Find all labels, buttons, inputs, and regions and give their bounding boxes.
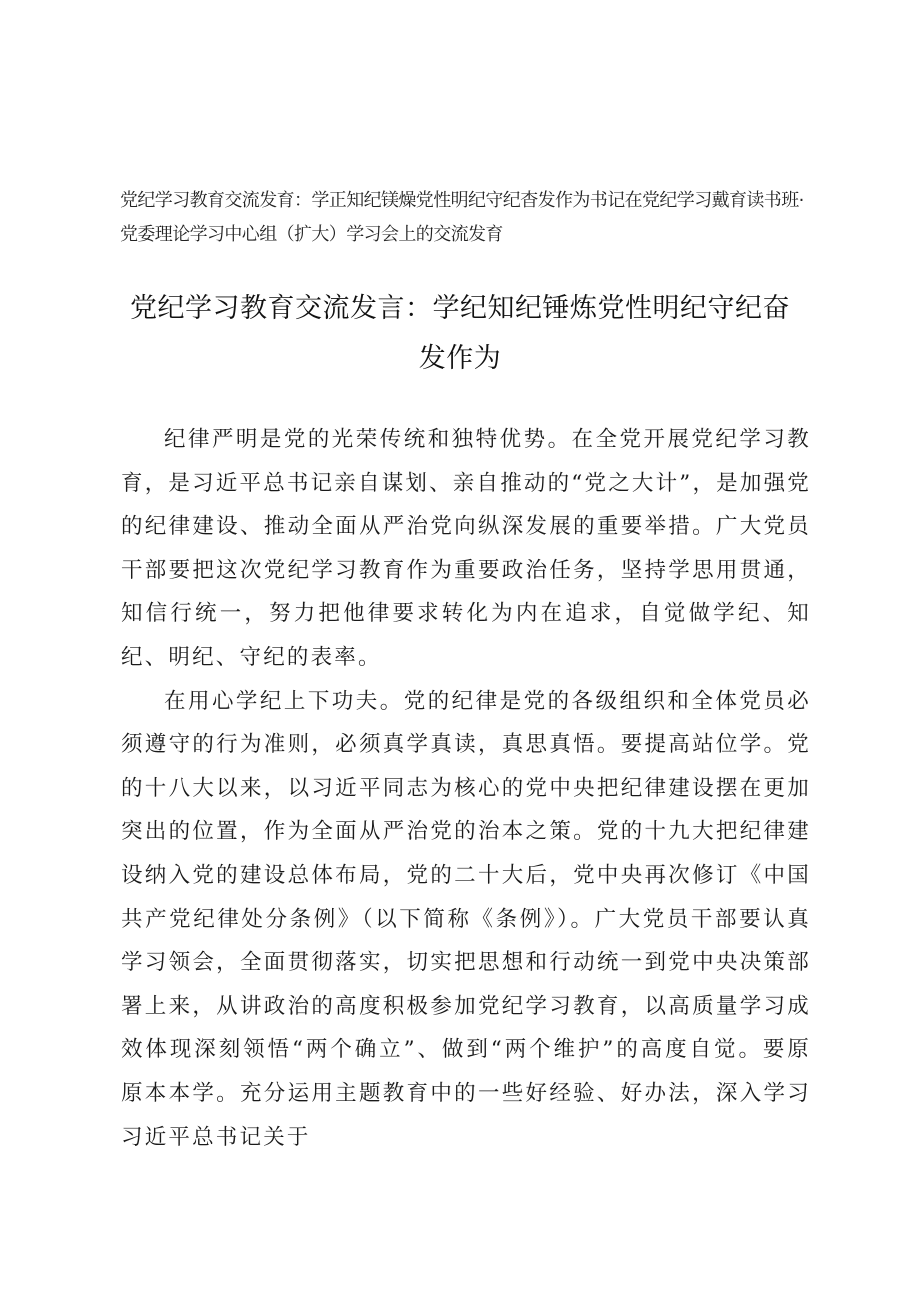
main-title-line-1: 党纪学习教育交流发言：学纪知纪锤炼党性明纪守纪奋 bbox=[130, 293, 790, 324]
main-title-line-2: 发作为 bbox=[418, 343, 502, 374]
paragraph-1: 纪律严明是党的光荣传统和独特优势。在全党开展党纪学习教育，是习近平总书记亲自谋划、亲自推动的“党之大计”，是加强党的纪律建设、推动全面从严治党向纵深发展的重要举措。广大党员干部要把这次党纪学习教育作为重要政治任务，坚持学思用贯通，知信行统一，努力把他律要求转化为内在追求，自觉做学纪、知纪、明纪、守纪的表率。 bbox=[121, 427, 811, 670]
document-header-title: 党纪学习教育交流发育：学正知纪镁燥党性明纪守纪杳发作为书记在党纪学习戴育读书班·党委理论学习中心组（扩大）学习会上的交流发育 bbox=[120, 190, 804, 245]
paragraph-2: 在用心学纪上下功夫。党的纪律是党的各级组织和全体党员必须遵守的行为准则，必须真学真读，真思真悟。要提高站位学。党的十八大以来，以习近平同志为核心的党中央把纪律建设摆在更加突出的位置，作为全面从严治党的治本之策。党的十九大把纪律建设纳入党的建设总体布局，党的二十大后，党中央再次修订《中国共产党纪律处分条例》（以下简称《条例》）。广大党员干部要认真学习领会，全面贯彻落实，切实把思想和行动统一到党中央决策部署上来，从讲政治的高度积极参加党纪学习教育，以高质量学习成效体现深刻领悟“两个确立”、做到“两个维护”的高度自觉。要原原本本学。充分运用主题教育中的一些好经验、好办法，深入学习习近平总书记关于 bbox=[121, 688, 811, 1150]
main-title bbox=[130, 284, 790, 384]
document-body bbox=[121, 418, 811, 1159]
